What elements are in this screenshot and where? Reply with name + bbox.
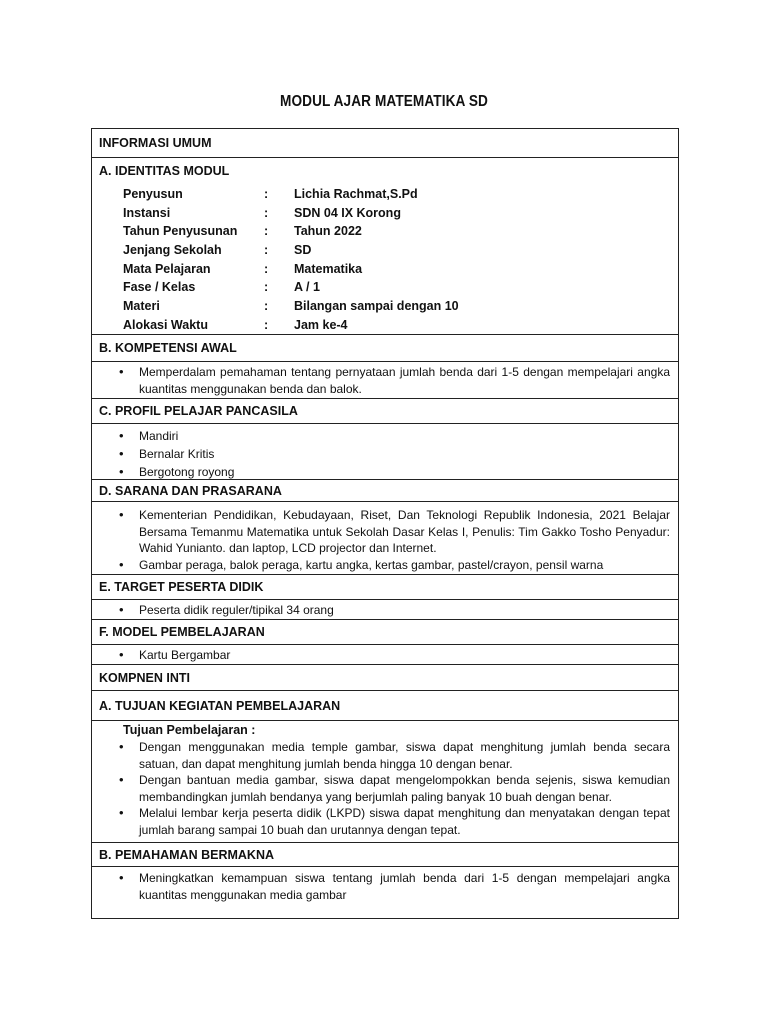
section-sarana-header: D. SARANA DAN PRASARANA: [92, 479, 678, 501]
kompetensi-body: [92, 361, 678, 398]
section-komponen-inti: KOMPNEN INTI: [92, 664, 678, 690]
list-item: • Kartu Bergambar: [92, 647, 678, 664]
section-identitas-header: A. IDENTITAS MODUL: [92, 157, 678, 184]
list-item: • Melalui lembar kerja peserta didik (LKPD) siswa dapat menghitung dan menyatakan dengan tepat jumlah barang sampai 10 buah dan urutannya dengan tepat.: [92, 805, 678, 838]
identitas-colon: :: [264, 280, 269, 295]
identitas-key: Mata Pelajaran: [123, 261, 211, 276]
identitas-value: Bilangan sampai dengan 10: [294, 299, 459, 314]
identitas-value: SDN 04 IX Korong: [294, 205, 401, 220]
list-item: • Dengan menggunakan media temple gambar, siswa dapat menghitung jumlah benda secara satuan, dan dapat menghitung jumlah benda hingga 10 dengan benar.: [92, 739, 678, 772]
profil-body: [92, 423, 678, 479]
list-item: • Meningkatkan kemampuan siswa tentang jumlah benda dari 1-5 dengan mempelajari angka kuantitas menggunakan media gambar: [92, 870, 678, 903]
identitas-key: Materi: [123, 299, 160, 314]
identitas-value: SD: [294, 243, 312, 258]
identitas-key: Fase / Kelas: [123, 280, 196, 295]
identitas-colon: :: [264, 187, 269, 201]
identitas-body: [92, 184, 678, 334]
model-body: [92, 644, 678, 664]
module-form: [91, 128, 679, 919]
section-pemahaman-header: B. PEMAHAMAN BERMAKNA: [92, 842, 678, 866]
section-kompetensi-header: B. KOMPETENSI AWAL: [92, 334, 678, 361]
identitas-row: [92, 297, 678, 316]
identitas-value: A / 1: [294, 280, 320, 295]
identitas-value: Jam ke-4: [294, 317, 348, 332]
identitas-value: Matematika: [294, 261, 363, 276]
identitas-row: [92, 185, 678, 204]
list-item: • Mandiri: [92, 427, 678, 445]
identitas-colon: :: [264, 317, 269, 332]
identitas-value: Tahun 2022: [294, 224, 362, 239]
tujuan-subtitle: Tujuan Pembelajaran :: [123, 723, 256, 737]
identitas-key: Alokasi Waktu: [123, 317, 208, 332]
list-item: • Memperdalam pemahaman tentang pernyataan jumlah benda dari 1-5 dengan mempelajari angka kuantitas menggunakan benda dan balok.: [92, 364, 678, 397]
section-profil-header: C. PROFIL PELAJAR PANCASILA: [92, 398, 678, 423]
identitas-colon: :: [264, 224, 269, 239]
list-item: • Bergotong royong: [92, 463, 678, 481]
identitas-colon: :: [264, 299, 269, 314]
list-item: • Kementerian Pendidikan, Kebudayaan, Riset, Dan Teknologi Republik Indonesia, 2021 Belajar Bersama Temanmu Matematika untuk Sekolah Dasar Kelas I, Penulis: Tim Gakko Tosho Penyadur: Wahid Yunianto. dan laptop, LCD projector dan Internet.: [92, 507, 678, 557]
section-informasi-umum: INFORMASI UMUM: [99, 136, 212, 150]
identitas-key: Tahun Penyusunan: [123, 224, 238, 239]
list-item: • Gambar peraga, balok peraga, kartu angka, kertas gambar, pastel/crayon, pensil warna: [92, 557, 678, 574]
identitas-colon: :: [264, 205, 269, 220]
identitas-value: Lichia Rachmat,S.Pd: [294, 187, 418, 201]
identitas-row: [92, 278, 678, 297]
identitas-row: [92, 204, 678, 223]
section-tujuan-header: A. TUJUAN KEGIATAN PEMBELAJARAN: [92, 690, 678, 720]
section-target-header: E. TARGET PESERTA DIDIK: [92, 574, 678, 599]
identitas-key: Jenjang Sekolah: [123, 243, 222, 258]
sarana-body: [92, 501, 678, 574]
identitas-row: [92, 316, 678, 335]
identitas-key: Penyusun: [123, 187, 183, 201]
list-item: • Bernalar Kritis: [92, 445, 678, 463]
list-item: • Dengan bantuan media gambar, siswa dapat mengelompokkan benda sejenis, siswa kemudian membandingkan jumlah bendanya yang berjumlah paling banyak 10 buah dengan benar.: [92, 772, 678, 805]
identitas-colon: :: [264, 261, 269, 276]
target-body: [92, 599, 678, 619]
pemahaman-body: [92, 866, 678, 918]
identitas-row: [92, 241, 678, 260]
page-title: MODUL AJAR MATEMATIKA SD: [280, 93, 488, 110]
identitas-colon: :: [264, 243, 269, 258]
tujuan-body: [92, 720, 678, 842]
identitas-row: [92, 260, 678, 279]
identitas-key: Instansi: [123, 205, 171, 220]
list-item: • Peserta didik reguler/tipikal 34 orang: [92, 602, 678, 619]
section-model-header: F. MODEL PEMBELAJARAN: [92, 619, 678, 644]
identitas-row: [92, 222, 678, 241]
